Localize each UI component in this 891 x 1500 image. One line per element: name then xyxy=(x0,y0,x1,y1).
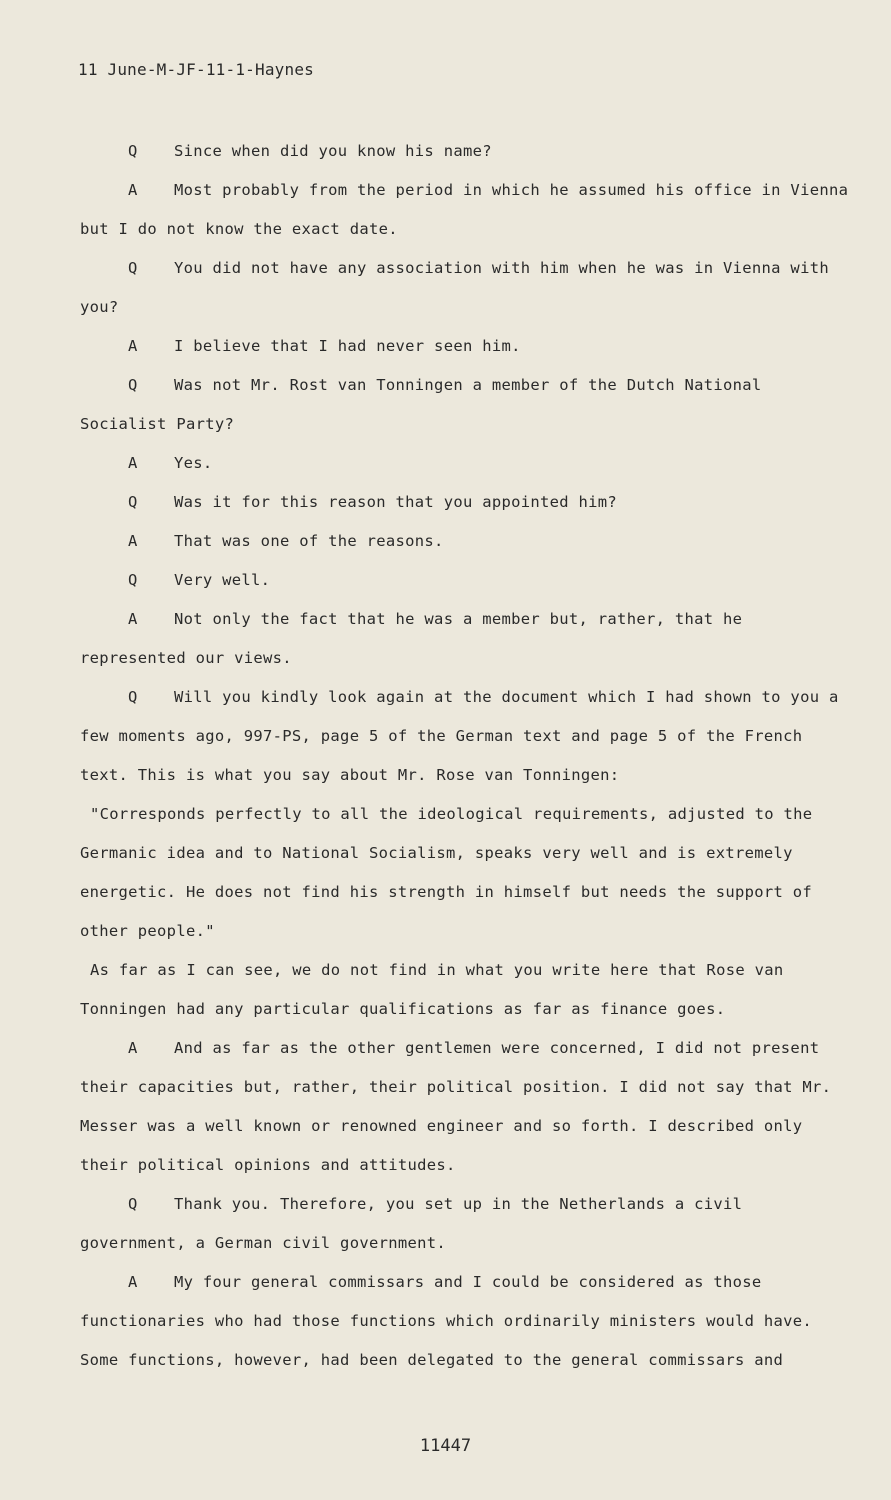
paragraph-text: My four general commissars and I could be considered as those functionaries who had those functions which ordinarily ministers would have. Some functions, however, had been delegated to the general commissars and xyxy=(80,1273,813,1369)
transcript-paragraph xyxy=(80,1185,850,1263)
paragraph-text: I believe that I had never seen him. xyxy=(174,337,521,355)
speaker-label: Q xyxy=(128,688,138,706)
speaker-label: A xyxy=(128,1273,138,1291)
transcript-paragraph xyxy=(80,483,850,522)
transcript-paragraph xyxy=(80,1029,850,1185)
speaker-label: Q xyxy=(128,142,138,160)
transcript-paragraph xyxy=(80,522,850,561)
transcript-paragraph xyxy=(80,366,850,444)
transcript-paragraph xyxy=(80,327,850,366)
paragraph-text: Since when did you know his name? xyxy=(174,142,492,160)
speaker-label: Q xyxy=(128,376,138,394)
paragraph-text: And as far as the other gentlemen were concerned, I did not present their capacities but, rather, their political position. I did not say that Mr. Messer was a well known or renowned engineer and so forth. I described only their political opinions and attitudes. xyxy=(80,1039,832,1174)
speaker-label: Q xyxy=(128,1195,138,1213)
paragraph-text: As far as I can see, we do not find in what you write here that Rose van Tonningen had any particular qualifications as far as finance goes. xyxy=(80,961,784,1018)
speaker-label: Q xyxy=(128,493,138,511)
speaker-label: A xyxy=(128,181,138,199)
paragraph-text: You did not have any association with him when he was in Vienna with you? xyxy=(80,259,829,316)
paragraph-text: Very well. xyxy=(174,571,271,589)
page-header: 11 June-M-JF-11-1-Haynes xyxy=(78,60,314,79)
transcript-paragraph xyxy=(80,951,850,1029)
page-number: 11447 xyxy=(419,1436,472,1456)
transcript-paragraph xyxy=(80,132,850,171)
speaker-label: Q xyxy=(128,259,138,277)
speaker-label: A xyxy=(128,337,138,355)
paragraph-text: Yes. xyxy=(174,454,213,472)
paragraph-text: Not only the fact that he was a member but, rather, that he represented our views. xyxy=(80,610,743,667)
transcript-paragraph xyxy=(80,444,850,483)
paragraph-text: That was one of the reasons. xyxy=(174,532,444,550)
transcript-body xyxy=(80,132,850,1380)
speaker-label: A xyxy=(128,1039,138,1057)
transcript-paragraph xyxy=(80,600,850,678)
paragraph-text: Was it for this reason that you appointed him? xyxy=(174,493,618,511)
transcript-paragraph xyxy=(80,561,850,600)
paragraph-text: "Corresponds perfectly to all the ideological requirements, adjusted to the Germanic idea and to National Socialism, speaks very well and is extremely energetic. He does not find his strength in himself but needs the support of other people." xyxy=(80,805,813,940)
speaker-label: Q xyxy=(128,571,138,589)
transcript-paragraph xyxy=(80,171,850,249)
transcript-paragraph xyxy=(80,1263,850,1380)
speaker-label: A xyxy=(128,532,138,550)
paragraph-text: Thank you. Therefore, you set up in the Netherlands a civil government, a German civil government. xyxy=(80,1195,743,1252)
transcript-paragraph xyxy=(80,678,850,795)
transcript-paragraph xyxy=(80,249,850,327)
speaker-label: A xyxy=(128,454,138,472)
paragraph-text: Most probably from the period in which he assumed his office in Vienna but I do not know the exact date. xyxy=(80,181,849,238)
paragraph-text: Was not Mr. Rost van Tonningen a member of the Dutch National Socialist Party? xyxy=(80,376,762,433)
paragraph-text: Will you kindly look again at the document which I had shown to you a few moments ago, 997-PS, page 5 of the German text and page 5 of the French text. This is what you say about Mr. Rose van Tonningen: xyxy=(80,688,839,784)
quoted-passage xyxy=(80,795,850,951)
speaker-label: A xyxy=(128,610,138,628)
